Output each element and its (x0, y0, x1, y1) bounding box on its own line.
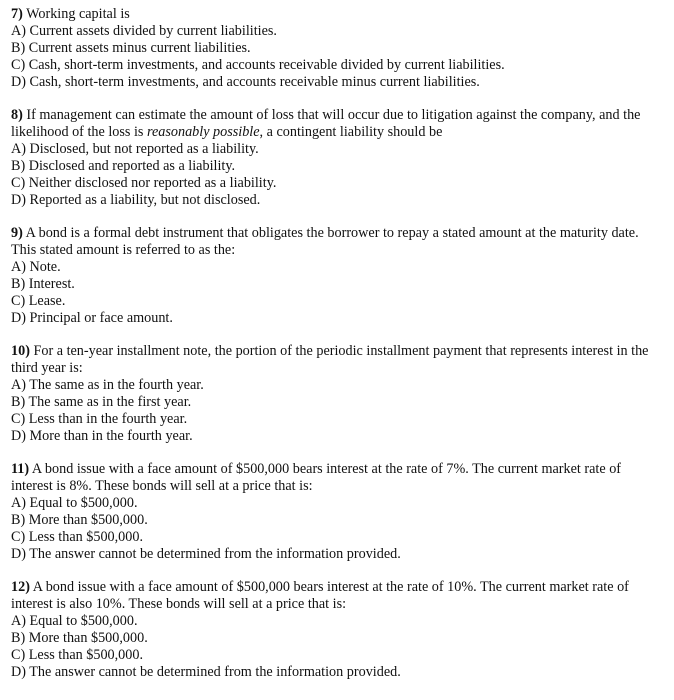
question-text: A bond is a formal debt instrument that obligates the borrower to repay a stated amount at the maturity date. This stated amount is referred to as the: (11, 225, 639, 258)
question-text: If management can estimate the amount of loss that will occur due to litigation against the company, and the likelihood of the loss is (11, 107, 641, 140)
option-c: C) Neither disclosed nor reported as a liability. (11, 175, 277, 191)
option-d: D) More than in the fourth year. (11, 428, 193, 444)
option-a: A) Note. (11, 259, 61, 275)
question-12 (11, 579, 651, 681)
question-stem (11, 225, 651, 259)
question-number: 11) (11, 461, 30, 477)
question-number: 8) (11, 107, 23, 123)
option-d: D) Principal or face amount. (11, 310, 173, 326)
question-text: A bond issue with a face amount of $500,000 bears interest at the rate of 7%. The current market rate of interest is 8%. These bonds will sell at a price that is: (11, 461, 622, 494)
question-stem (11, 461, 651, 495)
option-b: B) The same as in the first year. (11, 394, 192, 410)
option-d: D) Reported as a liability, but not disclosed. (11, 192, 261, 208)
question-number: 7) (11, 6, 23, 22)
option-c: C) Less than in the fourth year. (11, 411, 188, 427)
question-stem (11, 343, 651, 377)
question-7 (11, 6, 651, 91)
question-number: 9) (11, 225, 23, 241)
question-text: Working capital is (26, 6, 130, 22)
option-d: D) Cash, short-term investments, and accounts receivable minus current liabilities. (11, 74, 480, 90)
option-c: C) Lease. (11, 293, 66, 309)
question-number: 12) (11, 579, 30, 595)
question-text-end: , a contingent liability should be (259, 124, 443, 140)
question-number: 10) (11, 343, 30, 359)
option-d: D) The answer cannot be determined from the information provided. (11, 546, 401, 562)
option-b: B) Current assets minus current liabilities. (11, 40, 251, 56)
option-b: B) Disclosed and reported as a liability. (11, 158, 236, 174)
option-b: B) Interest. (11, 276, 75, 292)
question-stem (11, 6, 651, 23)
option-c: C) Less than $500,000. (11, 647, 144, 663)
question-stem (11, 579, 651, 613)
option-a: A) Equal to $500,000. (11, 613, 138, 629)
question-stem (11, 107, 651, 141)
question-8 (11, 107, 651, 209)
question-text: A bond issue with a face amount of $500,000 bears interest at the rate of 10%. The current market rate of interest is also 10%. These bonds will sell at a price that is: (11, 579, 629, 612)
option-b: B) More than $500,000. (11, 512, 148, 528)
question-9 (11, 225, 651, 327)
option-a: A) Current assets divided by current liabilities. (11, 23, 277, 39)
option-a: A) Disclosed, but not reported as a liability. (11, 141, 259, 157)
option-a: A) Equal to $500,000. (11, 495, 138, 511)
question-text: For a ten-year installment note, the portion of the periodic installment payment that represents interest in the third year is: (11, 343, 649, 376)
option-c: C) Cash, short-term investments, and accounts receivable divided by current liabilities. (11, 57, 505, 73)
option-c: C) Less than $500,000. (11, 529, 144, 545)
option-a: A) The same as in the fourth year. (11, 377, 204, 393)
option-d: D) The answer cannot be determined from the information provided. (11, 664, 401, 680)
question-10 (11, 343, 651, 445)
question-11 (11, 461, 651, 563)
option-b: B) More than $500,000. (11, 630, 148, 646)
question-emphasis: reasonably possible (146, 124, 260, 140)
